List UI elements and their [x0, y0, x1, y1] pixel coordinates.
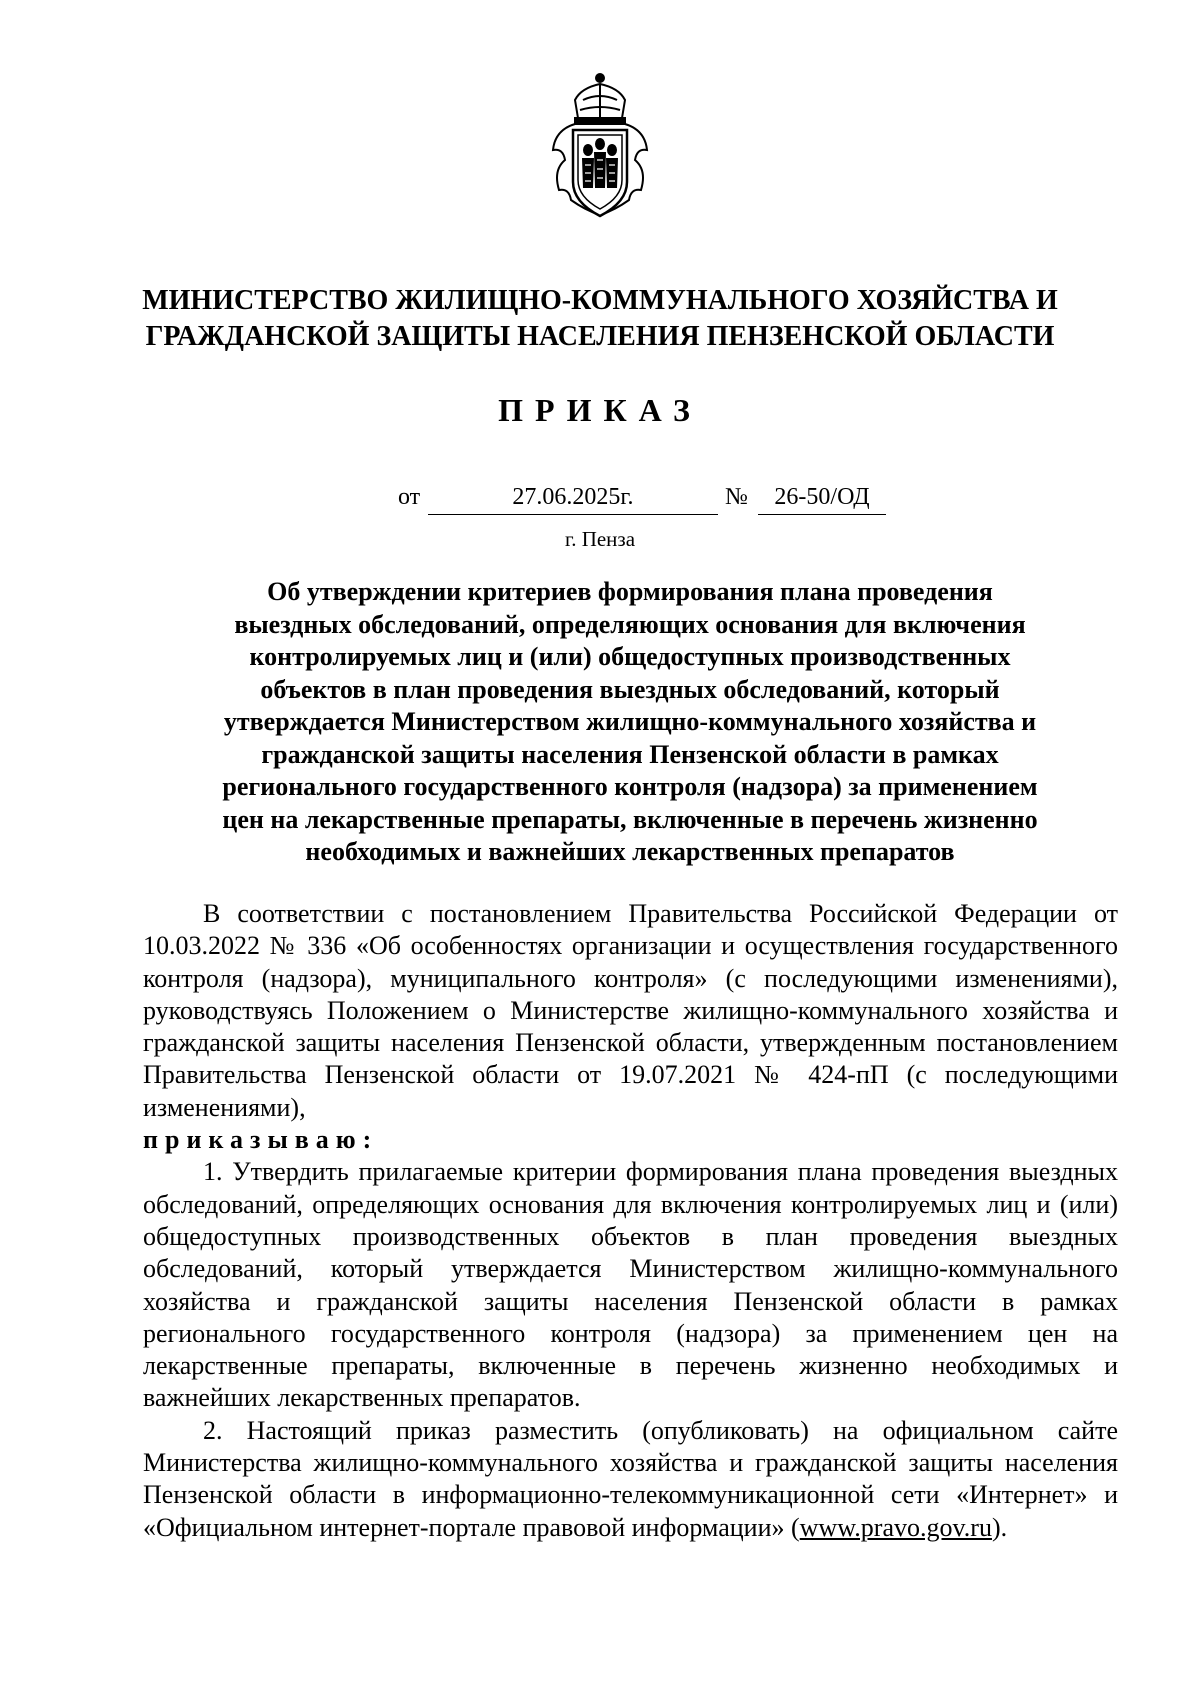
subject-line: объектов в план проведения выездных обследований, который [260, 674, 1000, 704]
item-2-text: 2. Настоящий приказ разместить (опубликовать) на официальном сайте Министерства жилищно-коммунального хозяйства и гражданской защиты населения Пензенской области в информационно-телекоммуникационной сети «Интернет» и «Официальном интернет-портале правовой информации» [143, 1415, 1118, 1542]
item-2-open-paren: ( [790, 1512, 800, 1542]
item-2-close-paren: ). [991, 1512, 1008, 1542]
document-number: 26-50/ОД [758, 482, 886, 515]
order-word: приказываю: [143, 1125, 379, 1155]
date-label: от [398, 484, 421, 510]
subject-line: гражданской защиты населения Пензенской области в рамках [261, 739, 999, 769]
pravo-gov-link[interactable]: www.pravo.gov.ru [799, 1512, 992, 1542]
subject-line: регионального государственного контроля (надзора) за применением [222, 772, 1038, 801]
subject-line: выездных обследований, определяющих основания для включения [234, 609, 1026, 639]
item-1-text: 1. Утвердить прилагаемые критерии формирования плана проведения выездных обследований, определяющих основания для включения контролируемых лиц и (или) общедоступных производственных объектов в план проведения выездных обследований, который утверждается Министерством жилищно-коммунального хозяйства и гражданской защиты населения Пензенской области в рамках регионального государственного контроля (надзора) за применением цен на лекарственные препараты, включенные в перечень жизненно необходимых и важнейших лекарственных препаратов. [143, 1157, 1118, 1413]
order-word-paragraph [143, 1124, 1118, 1156]
document-date: 27.06.2025г. [428, 482, 718, 515]
number-label: № [725, 484, 748, 510]
subject-line: утверждается Министерством жилищно-коммунального хозяйства и [223, 707, 1037, 736]
subject-line: контролируемых лиц и (или) общедоступных производственных [249, 642, 1011, 671]
ministry-line-1: МИНИСТЕРСТВО ЖИЛИЩНО-КОММУНАЛЬНОГО ХОЗЯЙСТВА И [142, 285, 1058, 316]
ministry-line-2: ГРАЖДАНСКОЙ ЗАЩИТЫ НАСЕЛЕНИЯ ПЕНЗЕНСКОЙ ОБЛАСТИ [145, 321, 1055, 352]
preamble-paragraph [143, 898, 1118, 1124]
document-body [143, 898, 1118, 1544]
coat-of-arms-icon [545, 70, 655, 230]
document-subject [140, 576, 1120, 869]
item-2-paragraph [143, 1415, 1118, 1544]
preamble-text: В соответствии с постановлением Правительства Российской Федерации от 10.03.2022 № 336 «Об особенностях организации и осуществления государственного контроля (надзора), муниципального контроля» (с последующими изменениями), руководствуясь Положением о Министерстве жилищно-коммунального хозяйства и гражданской защиты населения Пензенской области, утвержденным постановлением Правительства Пензенской области от 19.07.2021 № 424-пП (с последующими изменениями), [143, 899, 1118, 1122]
subject-line: необходимых и важнейших лекарственных препаратов [305, 837, 955, 866]
subject-line: Об утверждении критериев формирования плана проведения [267, 577, 993, 606]
item-1-paragraph [143, 1156, 1118, 1414]
document-city: г. Пенза [564, 527, 636, 551]
ministry-header [100, 283, 1100, 355]
subject-line: цен на лекарственные препараты, включенные в перечень жизненно [222, 804, 1038, 834]
document-type-title: ПРИКАЗ [498, 392, 702, 428]
